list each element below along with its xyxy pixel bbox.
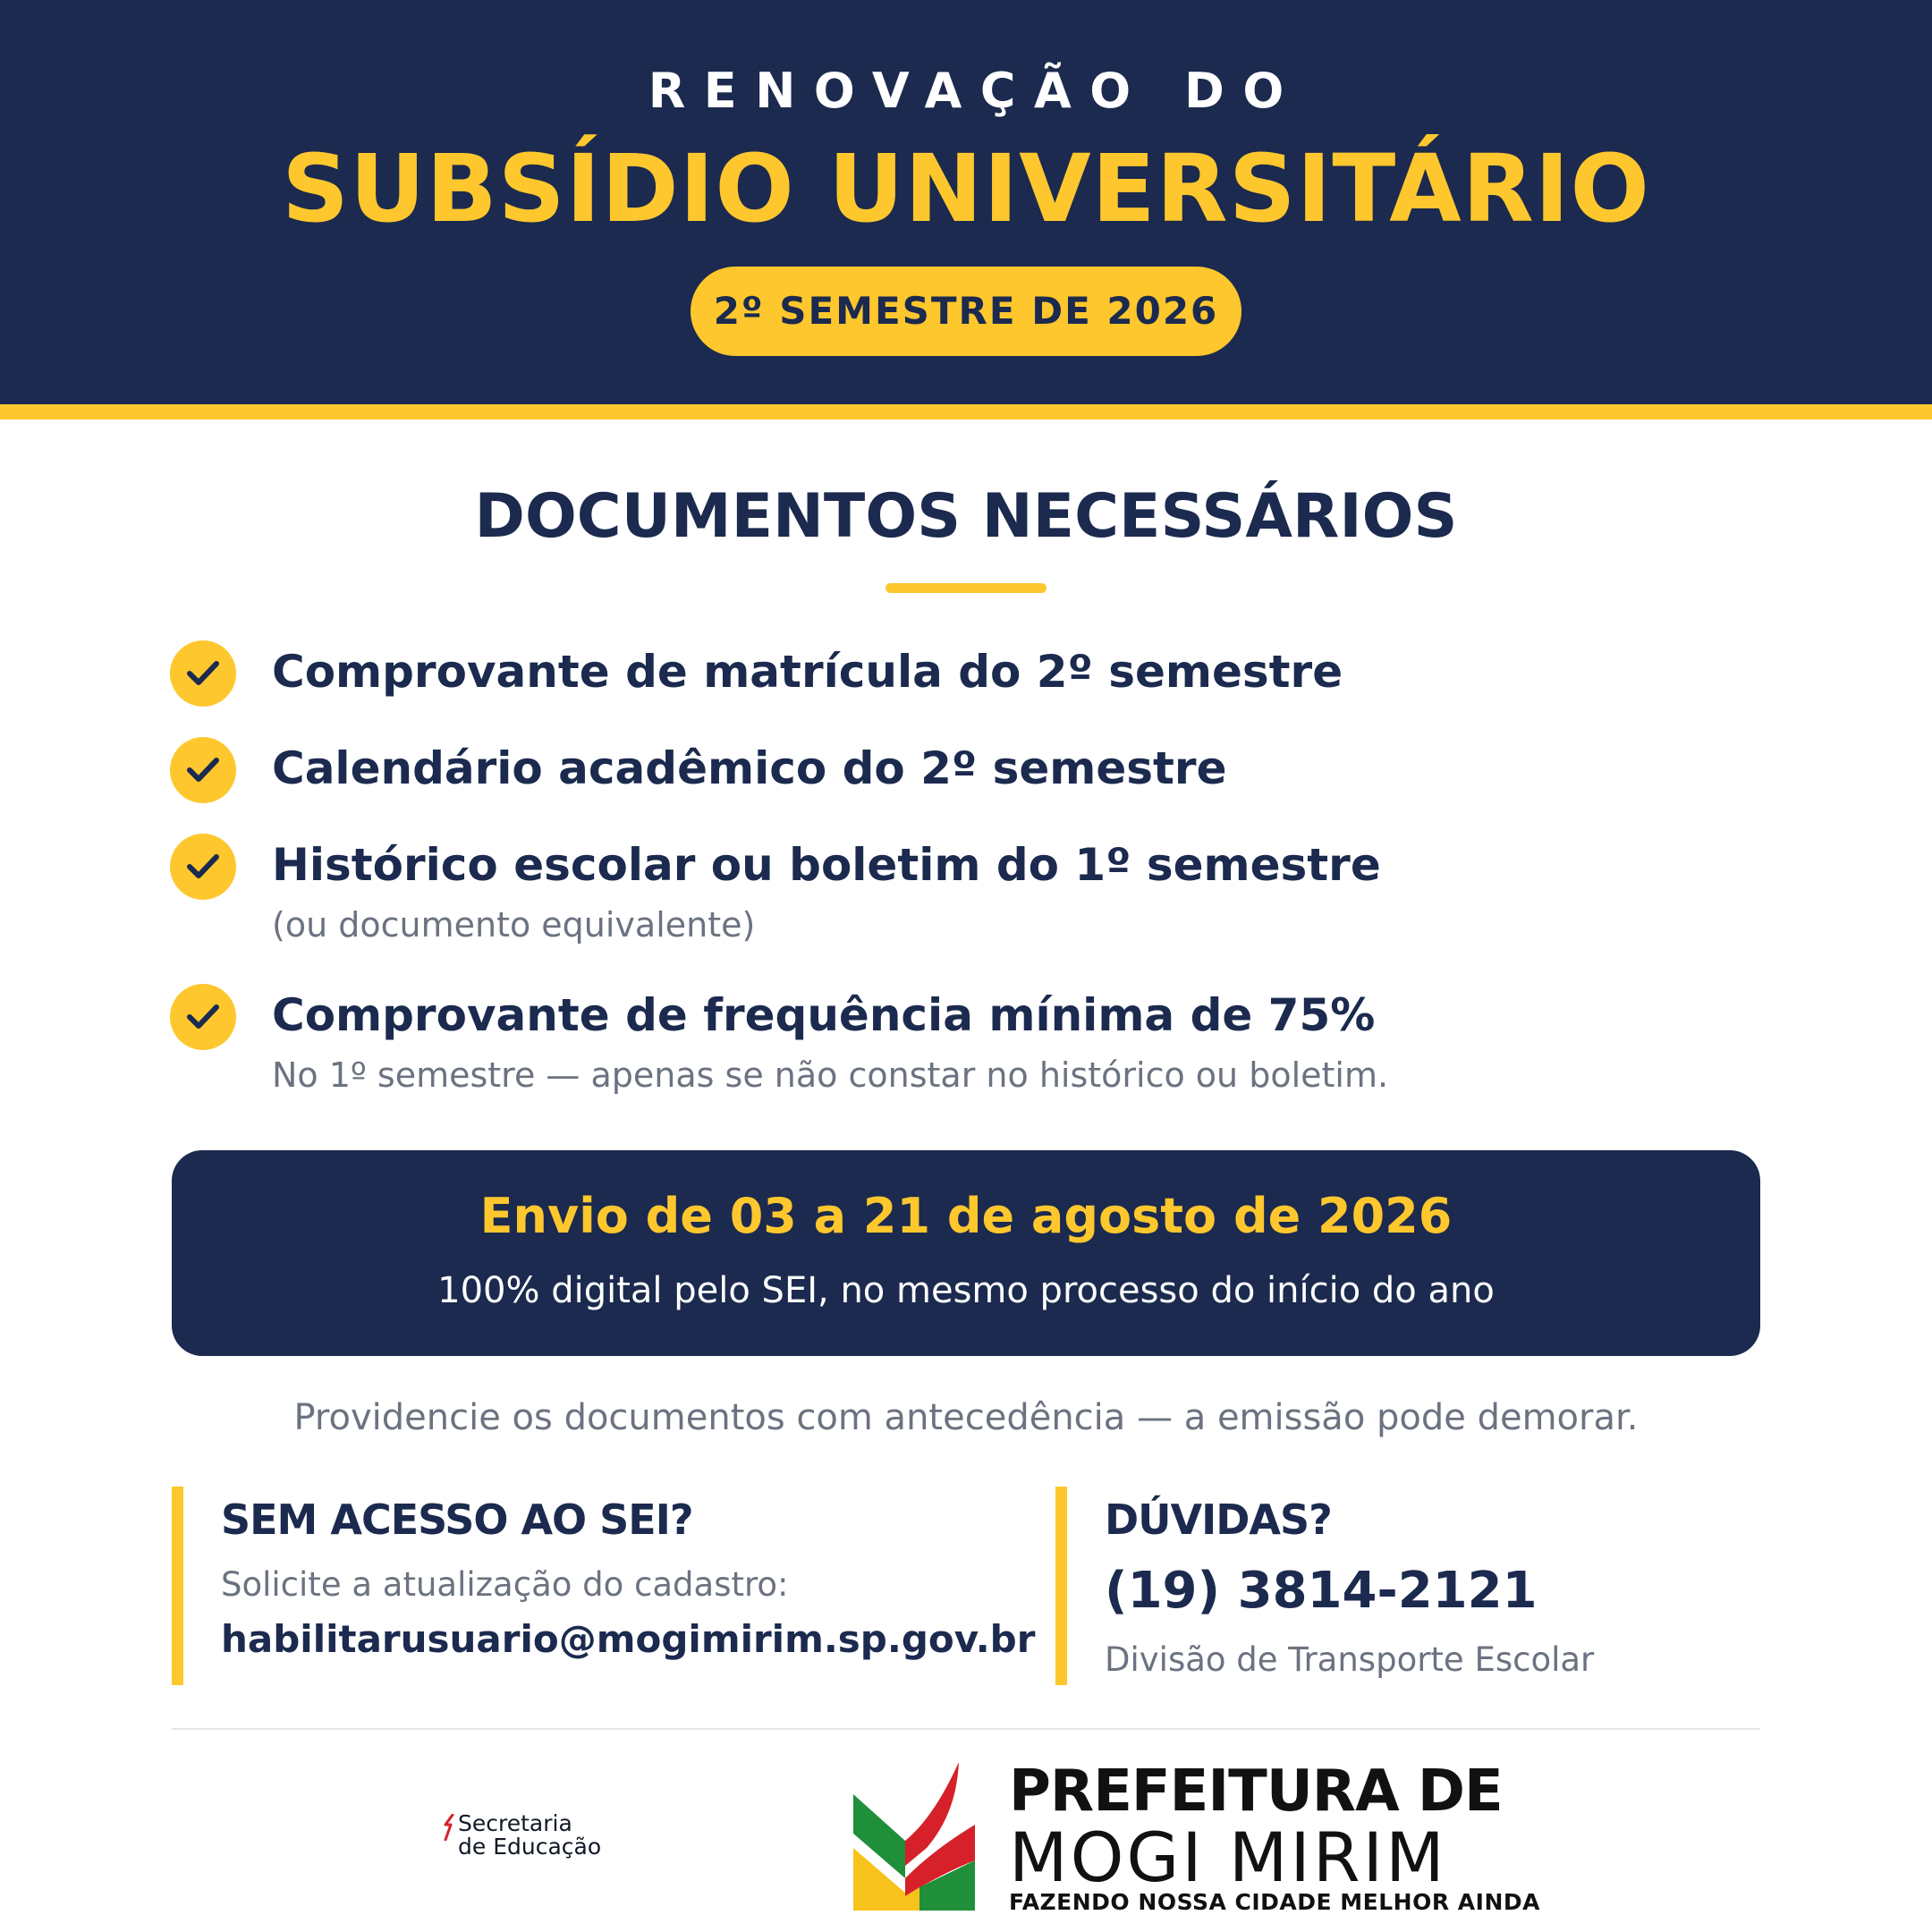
- questions-contact: [1055, 1487, 1771, 1685]
- title-underline: [886, 583, 1046, 593]
- sei-contact: [172, 1487, 1036, 1685]
- advice-text: Providencie os documentos com antecedência — a emissão pode demorar.: [293, 1397, 1639, 1438]
- prefeitura-slogan: FAZENDO NOSSA CIDADE MELHOR AINDA: [1009, 1889, 1540, 1915]
- header-stripe: [0, 404, 1932, 419]
- document-label: Calendário acadêmico do 2º semestre: [272, 742, 1227, 794]
- deadline-title: Envio de 03 a 21 de agosto de 2026: [479, 1188, 1453, 1244]
- document-label: Histórico escolar ou boletim do 1º semestre: [272, 839, 1381, 891]
- footer-divider: [172, 1728, 1760, 1730]
- deadline-box: [172, 1150, 1760, 1356]
- secretaria-logo: [444, 1812, 623, 1866]
- sei-text: Solicite a atualização do cadastro:: [221, 1565, 789, 1604]
- document-note: (ou documento equivalente): [272, 905, 756, 945]
- page-title: SUBSÍDIO UNIVERSITÁRIO: [282, 134, 1650, 243]
- document-label: Comprovante de frequência mínima de 75%: [272, 989, 1376, 1041]
- sei-email-link[interactable]: habilitarusuario@mogimirim.sp.gov.br: [221, 1617, 1036, 1661]
- secretaria-line1: Secretaria: [458, 1810, 572, 1836]
- sei-heading: SEM ACESSO AO SEI?: [221, 1496, 693, 1544]
- check-icon: [170, 984, 236, 1050]
- check-icon: [170, 640, 236, 707]
- documents-title: DOCUMENTOS NECESSÁRIOS: [474, 481, 1458, 552]
- semester-badge: 2º SEMESTRE DE 2026: [691, 267, 1241, 356]
- secretaria-line2: de Educação: [458, 1834, 602, 1860]
- phone-number[interactable]: (19) 3814-2121: [1105, 1562, 1538, 1620]
- header-banner: [0, 0, 1932, 404]
- questions-heading: DÚVIDAS?: [1105, 1496, 1332, 1544]
- deadline-subtitle: 100% digital pelo SEI, no mesmo processo do início do ano: [437, 1270, 1495, 1311]
- check-icon: [170, 834, 236, 900]
- prefeitura-m-icon: [853, 1762, 975, 1911]
- prefeitura-name-line1: PREFEITURA DE: [1009, 1758, 1503, 1825]
- check-icon: [170, 737, 236, 803]
- header-kicker: RENOVAÇÃO DO: [648, 63, 1302, 119]
- document-note: No 1º semestre — apenas se não constar no histórico ou boletim.: [272, 1055, 1389, 1095]
- department-name: Divisão de Transporte Escolar: [1105, 1640, 1595, 1679]
- prefeitura-name-line2: MOGI MIRIM: [1009, 1818, 1447, 1897]
- document-label: Comprovante de matrícula do 2º semestre: [272, 646, 1343, 698]
- secretaria-mark-icon: [444, 1814, 454, 1841]
